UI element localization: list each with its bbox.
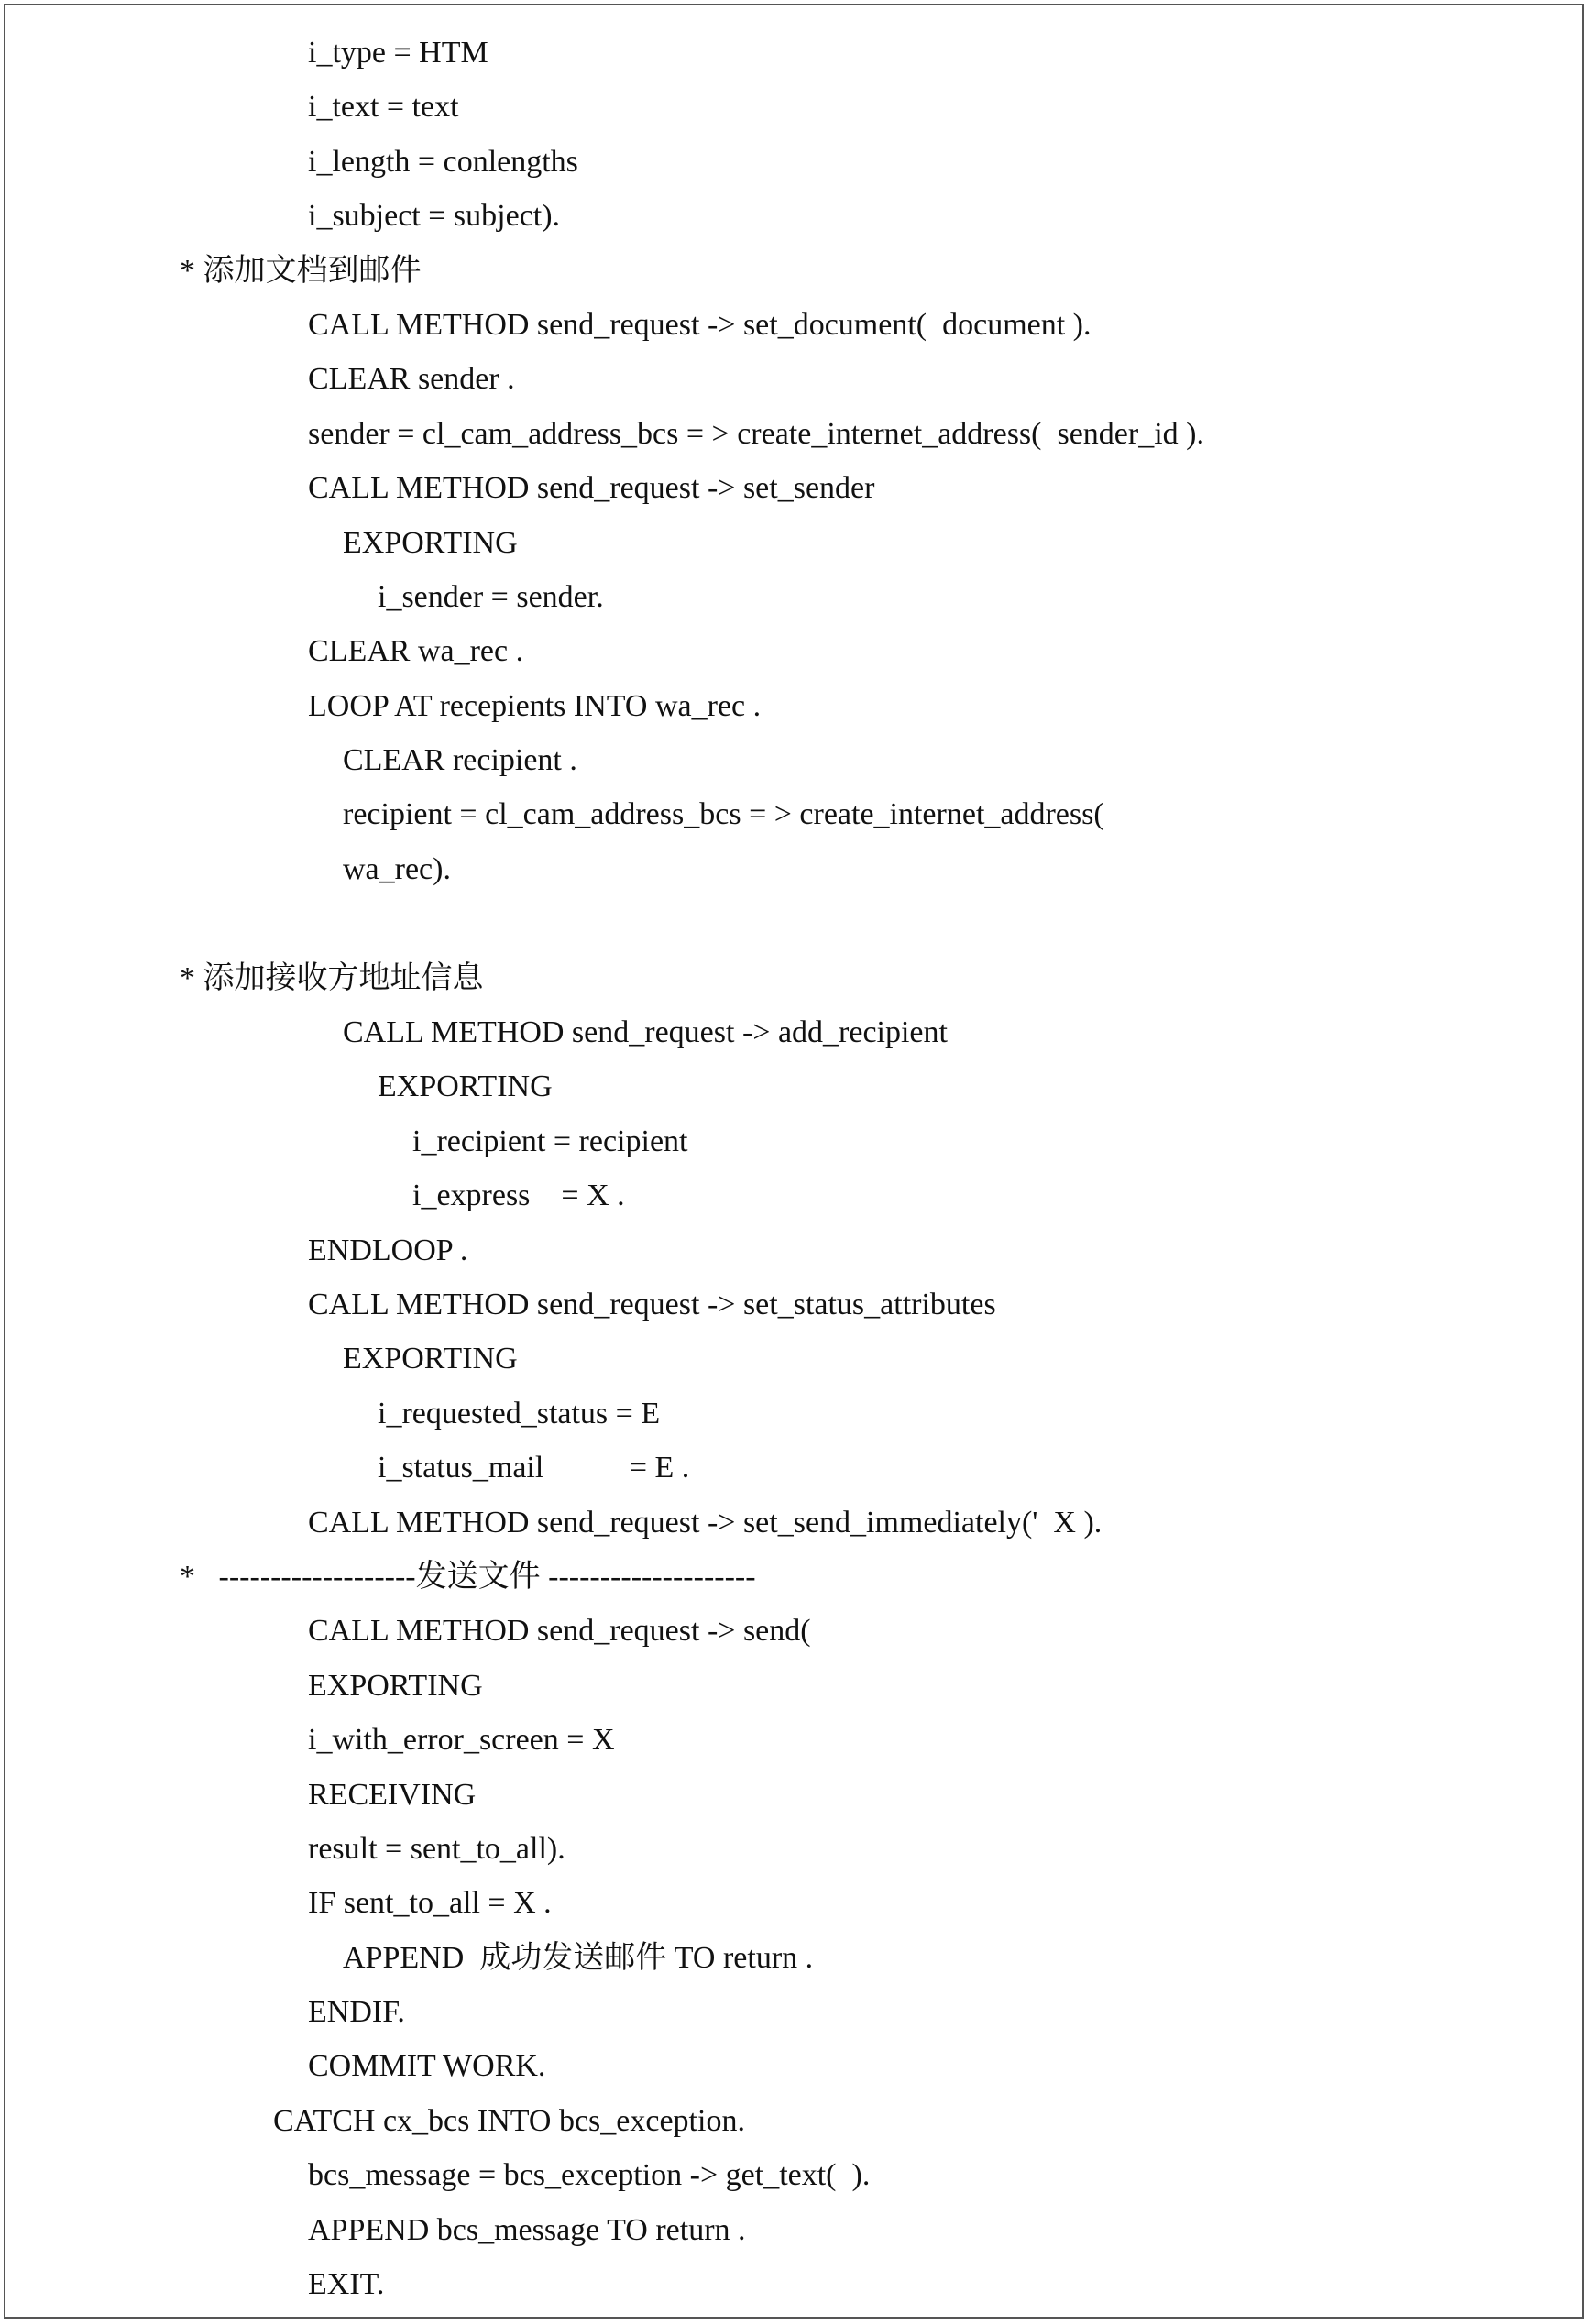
code-line: [5, 357, 1582, 411]
code-line-text: bcs_message = bcs_exception -> get_text( ).: [308, 2158, 871, 2193]
code-line-text: i_express = X .: [412, 1178, 625, 1213]
code-line-text: EXPORTING: [308, 1668, 483, 1703]
code-line: [5, 1283, 1582, 1337]
code-line: [5, 2044, 1582, 2099]
code-line: [5, 1881, 1582, 1935]
code-line: [5, 85, 1582, 139]
code-line: [5, 1827, 1582, 1881]
code-line: [5, 521, 1582, 576]
code-line-text: EXIT.: [308, 2267, 385, 2302]
code-listing: [5, 31, 1582, 2317]
code-line-text: result = sent_to_all).: [308, 1831, 565, 1866]
code-line: [5, 31, 1582, 85]
code-line-text: i_sender = sender.: [378, 579, 604, 614]
code-line-text: LOOP AT recepients INTO wa_rec .: [308, 688, 762, 723]
code-line: [5, 412, 1582, 466]
page-frame: [4, 4, 1584, 2319]
code-line: [5, 1664, 1582, 1718]
code-line-text: i_with_error_screen = X: [308, 1723, 615, 1758]
comment-line-text: * 添加接收方地址信息: [180, 960, 484, 995]
code-line: [5, 1011, 1582, 1065]
code-line-text: CLEAR wa_rec .: [308, 634, 524, 669]
code-line-text: CLEAR recipient .: [343, 743, 577, 778]
code-line: [5, 2154, 1582, 2208]
code-line-text: i_type = HTM: [308, 36, 488, 70]
blank-line: [5, 902, 1582, 956]
code-line: [5, 1446, 1582, 1500]
code-line: [5, 1501, 1582, 1555]
code-line-text: CALL METHOD send_request -> set_status_attributes: [308, 1287, 996, 1321]
code-line-text: ENDLOOP .: [308, 1233, 468, 1267]
code-line-text: COMMIT WORK.: [308, 2049, 546, 2084]
code-line: [5, 1936, 1582, 1990]
code-line: [5, 848, 1582, 902]
code-line: [5, 1718, 1582, 1772]
code-line: [5, 2263, 1582, 2317]
code-line-text: CALL METHOD send_request -> add_recipient: [343, 1015, 948, 1050]
comment-line: [5, 249, 1582, 303]
code-line: [5, 466, 1582, 521]
code-line-text: EXPORTING: [378, 1069, 553, 1104]
code-line-text: CLEAR sender .: [308, 362, 515, 397]
code-line-text: CALL METHOD send_request -> set_document( document ).: [308, 307, 1092, 342]
code-line-text: APPEND bcs_message TO return .: [308, 2212, 746, 2247]
code-line: [5, 685, 1582, 739]
code-line-text: CATCH cx_bcs INTO bcs_exception.: [273, 2103, 745, 2138]
code-line-text: CALL METHOD send_request -> send(: [308, 1614, 811, 1649]
code-line: [5, 576, 1582, 630]
code-line: [5, 630, 1582, 684]
code-line: [5, 793, 1582, 847]
code-line-text: ENDIF.: [308, 1995, 405, 2030]
code-line: [5, 1773, 1582, 1827]
comment-line-text: * -------------------发送文件 --------------------: [180, 1559, 756, 1594]
code-line-text: EXPORTING: [343, 525, 518, 560]
code-line-text: CALL METHOD send_request -> set_sender: [308, 471, 875, 506]
code-line: [5, 1609, 1582, 1663]
code-line-text: APPEND 成功发送邮件 TO return .: [343, 1940, 814, 1975]
code-line: [5, 1990, 1582, 2044]
comment-line: [5, 1555, 1582, 1609]
code-line: [5, 1120, 1582, 1174]
code-line: [5, 1392, 1582, 1446]
code-line-text: i_status_mail = E .: [378, 1451, 690, 1485]
code-line: [5, 194, 1582, 248]
code-line-text: i_length = conlengths: [308, 144, 578, 179]
code-line-text: EXPORTING: [343, 1342, 518, 1376]
code-line: [5, 140, 1582, 194]
code-line: [5, 1174, 1582, 1228]
code-line-text: wa_rec).: [343, 851, 451, 886]
code-line-text: RECEIVING: [308, 1777, 477, 1812]
code-line: [5, 2099, 1582, 2154]
code-line: [5, 2209, 1582, 2263]
code-line-text: CALL METHOD send_request -> set_send_immediately(' X ).: [308, 1505, 1103, 1540]
comment-line-text: * 添加文档到邮件: [180, 253, 422, 288]
code-line: [5, 1337, 1582, 1391]
code-line-text: sender = cl_cam_address_bcs = > create_internet_address( sender_id ).: [308, 416, 1204, 451]
code-line: [5, 303, 1582, 357]
comment-line: [5, 957, 1582, 1011]
code-line-text: i_recipient = recipient: [412, 1124, 688, 1158]
code-line-text: i_text = text: [308, 90, 459, 125]
code-line-text: i_requested_status = E: [378, 1396, 661, 1431]
code-line-text: recipient = cl_cam_address_bcs = > create_internet_address(: [343, 797, 1104, 832]
code-line-text: i_subject = subject).: [308, 199, 561, 234]
code-line-text: IF sent_to_all = X .: [308, 1886, 552, 1921]
code-line: [5, 1229, 1582, 1283]
code-line: [5, 1065, 1582, 1119]
code-line: [5, 739, 1582, 793]
